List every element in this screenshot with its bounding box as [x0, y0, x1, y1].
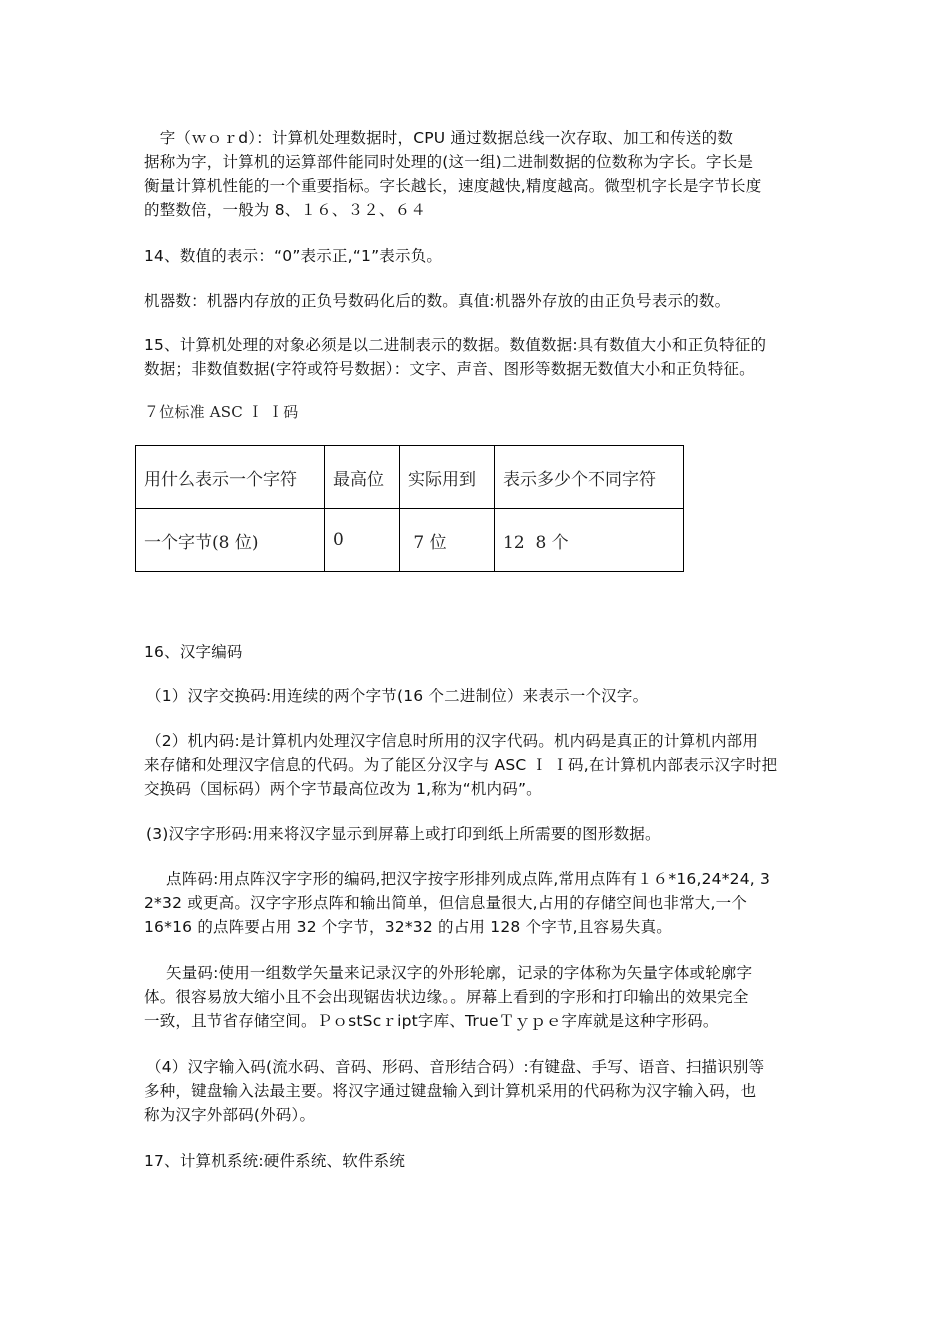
table-row: [136, 509, 684, 572]
dot-matrix-paragraph: [144, 867, 806, 939]
text-line: 15、计算机处理的对象必须是以二进制表示的数据。数值数据:具有数值大小和正负特征的: [144, 336, 767, 354]
table-header-cell: 最高位: [325, 446, 400, 509]
text-line: 来存储和处理汉字信息的代码。为了能区分汉字与 ASC Ｉ Ｉ码,在计算机内部表示汉字时把: [144, 756, 778, 774]
section-16-3-paragraph: [146, 822, 808, 846]
word-definition-paragraph: [144, 126, 806, 222]
table-cell: 0: [325, 509, 400, 572]
table-header-cell: 实际用到: [400, 446, 495, 509]
table-header-row: [136, 446, 684, 509]
vector-paragraph: [144, 961, 806, 1033]
text-line: （4）汉字输入码(流水码、音码、形码、音形结合码）:有键盘、手写、语音、扫描识别等: [146, 1058, 765, 1076]
text-line: 多种，键盘输入法最主要。将汉字通过键盘输入到计算机采用的代码称为汉字输入码，也: [144, 1082, 757, 1100]
text-line: 衡量计算机性能的一个重要指标。字长越长，速度越快,精度越高。微型机字长是字节长度: [144, 177, 762, 195]
text-line: 据称为字，计算机的运算部件能同时处理的(这一组)二进制数据的位数称为字长。字长是: [144, 153, 754, 171]
text-line: 字（ｗｏｒd）：计算机处理数据时，CPU 通过数据总线一次存取、加工和传送的数: [144, 129, 734, 147]
text-line: ７位标准 ASC Ｉ Ｉ码: [144, 403, 299, 421]
text-line: 14、数值的表示：“0”表示正,“1”表示负。: [144, 247, 443, 265]
section-17-paragraph: [144, 1149, 806, 1173]
text-line: （1）汉字交换码:用连续的两个字节(16 个二进制位）来表示一个汉字。: [146, 687, 649, 705]
machine-number-paragraph: [144, 289, 806, 313]
section-16-4-paragraph: [146, 1055, 808, 1127]
text-line: 16*16 的点阵要占用 32 个字节，32*32 的占用 128 个字节,且容易失真。: [144, 918, 672, 936]
table-header-cell: 用什么表示一个字符: [136, 446, 325, 509]
text-line: 体。很容易放大缩小且不会出现锯齿状边缘。。屏幕上看到的字形和打印输出的效果完全: [144, 988, 749, 1006]
text-line: 一致，且节省存储空间。ＰｏstScｒipt字库、TrueＴｙｐｅ字库就是这种字形码。: [144, 1012, 719, 1030]
text-line: 交换码（国标码）两个字节最高位改为 1,称为“机内码”。: [144, 780, 542, 798]
text-line: 的整数倍，一般为 8、１６、３２、６４: [144, 201, 427, 219]
text-line: （2）机内码:是计算机内处理汉字信息时所用的汉字代码。机内码是真正的计算机内部用: [146, 732, 759, 750]
text-line: 机器数：机器内存放的正负号数码化后的数。真值:机器外存放的由正负号表示的数。: [144, 292, 731, 310]
text-line: 矢量码:使用一组数学矢量来记录汉字的外形轮廓，记录的字体称为矢量字体或轮廓字: [166, 964, 753, 982]
table-cell: 一个字节(8 位): [136, 509, 325, 572]
section-15-paragraph: [144, 333, 806, 381]
text-line: 点阵码:用点阵汉字字形的编码,把汉字按字形排列成点阵,常用点阵有１６*16,24*24, 3: [166, 870, 771, 888]
section-16-heading: [144, 640, 806, 664]
text-line: (3)汉字字形码:用来将汉字显示到屏幕上或打印到纸上所需要的图形数据。: [146, 825, 661, 843]
section-16-2-paragraph: [146, 729, 808, 801]
ascii-caption: [144, 400, 806, 424]
section-16-1-paragraph: [146, 684, 808, 708]
text-line: 2*32 或更高。汉字字形点阵和输出简单，但信息量很大,占用的存储空间也非常大,一个: [144, 894, 748, 912]
text-line: 17、计算机系统:硬件系统、软件系统: [144, 1152, 406, 1170]
section-14-paragraph: [144, 244, 806, 268]
ascii-table: [135, 445, 684, 572]
text-line: 数据；非数值数据(字符或符号数据）：文字、声音、图形等数据无数值大小和正负特征。: [144, 360, 755, 378]
text-line: 16、汉字编码: [144, 643, 243, 661]
table-cell: 12 8 个: [495, 509, 684, 572]
table-cell: 7 位: [400, 509, 495, 572]
table-header-cell: 表示多少个不同字符: [495, 446, 684, 509]
text-line: 称为汉字外部码(外码）。: [144, 1106, 316, 1124]
